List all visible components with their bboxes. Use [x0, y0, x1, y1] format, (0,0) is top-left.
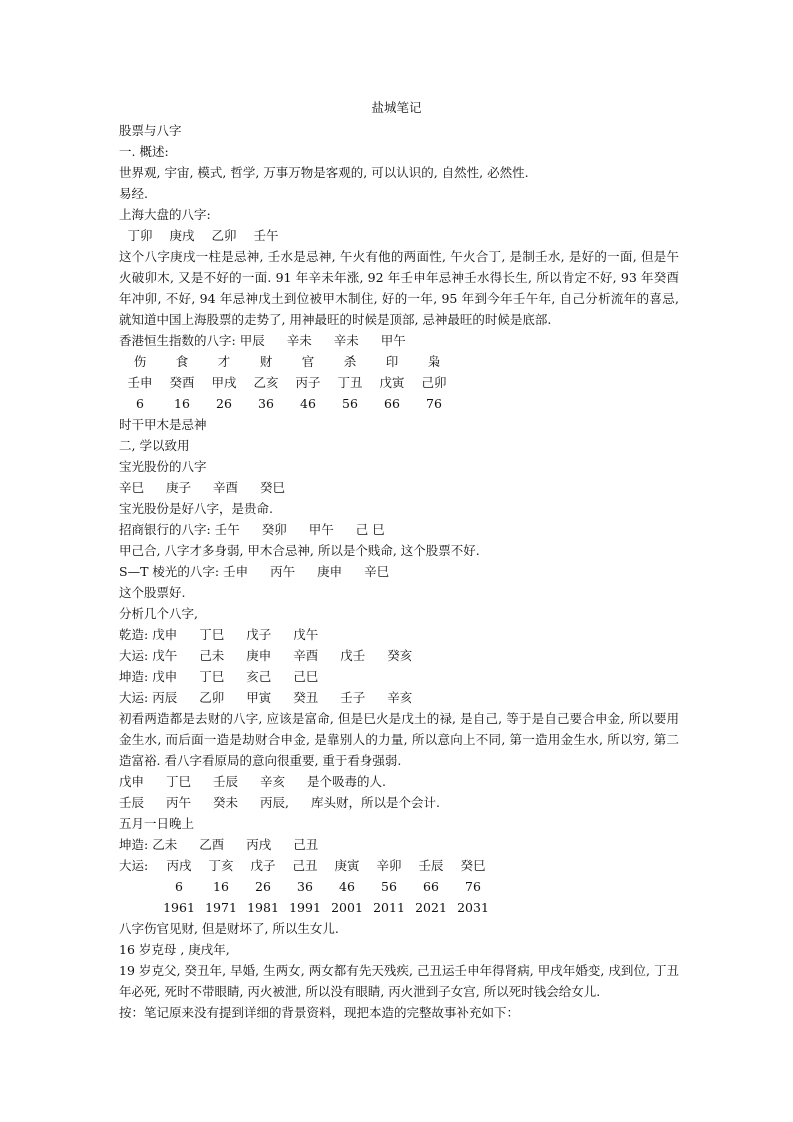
pillar: 壬午	[253, 228, 279, 243]
ten-god: 杀	[343, 354, 357, 369]
luck-pillar: 壬辰	[418, 858, 444, 873]
paragraph-case-details: 19 岁克父, 癸丑年, 早婚, 生两女, 两女都有先天残疾, 己丑运壬申年得肾病, 甲戌年婚变, 戌到位, 丁丑年必死, 死时不带眼睛, 丙火被泄, 所以没有眼睛, 丙火泄到子女宫, 所以死时钱会给女儿.	[119, 963, 679, 999]
text-line: 五月一日晚上	[119, 816, 195, 831]
pillar: 庚戌	[169, 228, 195, 243]
luck-pillar: 辛卯	[376, 858, 402, 873]
shanghai-pillars	[119, 225, 679, 246]
text-line: 甲己合, 八字才多身弱, 甲木合忌神, 所以是个贱命, 这个股票不好.	[119, 543, 480, 558]
age: 16	[174, 396, 190, 411]
year: 1991	[289, 900, 321, 915]
ten-god: 食	[175, 354, 189, 369]
year: 2001	[331, 900, 363, 915]
section-overview: 一. 概述:	[119, 144, 169, 159]
text-line: 上海大盘的八字:	[119, 207, 211, 222]
text-line: 世界观, 宇宙, 模式, 哲学, 万事万物是客观的, 可以认识的, 自然性, 必然性.	[119, 165, 529, 180]
kun2-ages-row	[119, 876, 679, 897]
text-line: 分析几个八字,	[119, 606, 198, 621]
zhaoshang-line: 招商银行的八字: 壬午 癸卯 甲午 己 巳	[119, 522, 385, 537]
age: 46	[300, 396, 316, 411]
hk-pillars-line: 香港恒生指数的八字: 甲辰 辛未 辛未 甲午	[119, 333, 406, 348]
ten-god: 印	[385, 354, 399, 369]
ten-god: 才	[217, 354, 231, 369]
luck-pillar: 壬申	[127, 375, 153, 390]
pillar: 乙卯	[211, 228, 237, 243]
hk-ages-row	[119, 393, 679, 414]
editor-note: 按：笔记原来没有提到详细的背景资料，现把本造的完整故事补充如下：	[119, 1005, 520, 1020]
luck-pillar: 戊子	[250, 858, 276, 873]
text-line: 这个股票好.	[119, 585, 186, 600]
page-title: 盐城笔记	[371, 100, 422, 115]
year: 2031	[457, 900, 489, 915]
luck-pillar: 戊寅	[379, 375, 405, 390]
ten-god: 财	[259, 354, 273, 369]
age: 16	[213, 879, 229, 894]
luck-pillar: 丁丑	[337, 375, 363, 390]
age: 6	[136, 396, 144, 411]
year: 2011	[373, 900, 405, 915]
age: 36	[297, 879, 313, 894]
luck-pillar: 乙亥	[253, 375, 279, 390]
luck-pillar: 甲戌	[211, 375, 237, 390]
luck-pillar: 癸酉	[169, 375, 195, 390]
text-line: 时干甲木是忌神	[119, 417, 207, 432]
year: 1961	[163, 900, 195, 915]
qian-line: 乾造: 戊申 丁巳 戊子 戊午	[119, 627, 319, 642]
kun-luck-line: 大运: 丙辰 乙卯 甲寅 癸丑 壬子 辛亥	[119, 690, 413, 705]
age: 36	[258, 396, 274, 411]
qian-luck-line: 大运: 戊午 己未 庚申 辛酉 戊壬 癸亥	[119, 648, 413, 663]
luck-pillar: 丙戌	[166, 858, 192, 873]
luck-pillar: 丙子	[295, 375, 321, 390]
kun2-line: 坤造: 乙未 乙酉 丙戌 己丑	[119, 837, 319, 852]
age: 66	[423, 879, 439, 894]
age: 76	[426, 396, 442, 411]
text-line: 八字伤官见财, 但是财坏了, 所以生女儿.	[119, 921, 339, 936]
age: 56	[381, 879, 397, 894]
age: 26	[216, 396, 232, 411]
luck-pillar: 庚寅	[334, 858, 360, 873]
ten-god: 官	[301, 354, 315, 369]
age: 66	[384, 396, 400, 411]
kun2-luck-row: 大运: 丙戌 丁亥 戊子 己丑 庚寅 辛卯 壬辰 癸巳	[119, 855, 679, 876]
paragraph-shanghai: 这个八字庚戌一柱是忌神, 壬水是忌神, 午火有他的两面性, 午火合丁, 是制壬水, 是好的一面, 但是午火破卯木, 又是不好的一面. 91 年辛未年涨, 92 年壬申年忌神壬水得长生, 所以肯定不好, 93 年癸酉年冲卯, 不好, 94 年忌神戊土到位被甲木制住, 好的一年, 95 年到今年壬午年, 自己分析流年的喜忌, 就知道中国上海股票的走势了, 用神最旺的时候是顶部, 忌神最旺的时候是底部.	[119, 249, 679, 327]
text-line: 16 岁克母 , 庚戌年,	[119, 942, 230, 957]
text-line: 宝光股份的八字	[119, 459, 207, 474]
hk-luck-row	[119, 372, 679, 393]
text-line: 宝光股份是好八字，是贵命.	[119, 501, 273, 516]
kun2-years-row	[119, 897, 679, 918]
ten-god: 伤	[133, 354, 147, 369]
st-line: S—T 棱光的八字: 壬申 丙午 庚申 辛巳	[119, 564, 390, 579]
age: 46	[339, 879, 355, 894]
heading-stocks-bazi: 股票与八字	[119, 123, 182, 138]
notes-body	[119, 120, 679, 1023]
year: 1971	[205, 900, 237, 915]
kun-line: 坤造: 戊申 丁巳 亥己 己巳	[119, 669, 319, 684]
accountant-case-line: 壬辰 丙午 癸未 丙辰, 库头财，所以是个会计.	[119, 795, 440, 810]
section-apply: 二, 学以致用	[119, 438, 190, 453]
age: 6	[175, 879, 183, 894]
luck-pillar: 己丑	[292, 858, 318, 873]
age: 26	[255, 879, 271, 894]
hk-ten-gods-row	[119, 351, 679, 372]
baoguang-pillars: 辛巳 庚子 辛酉 癸巳	[119, 480, 286, 495]
drug-case-line: 戊申 丁巳 壬辰 辛亥 是个吸毒的人.	[119, 774, 386, 789]
pillar: 丁卯	[127, 228, 153, 243]
age: 56	[342, 396, 358, 411]
paragraph-comparison: 初看两造都是去财的八字, 应该是富命, 但是巳火是戊土的禄, 是自己, 等于是自己要合申金, 所以要用金生水, 而后面一造是劫财合申金, 是靠别人的力量, 所以意向上不同, 第一造用金生水, 所以穷, 第二造富裕. 看八字看原局的意向很重要, 重于看身强弱.	[119, 711, 679, 768]
year: 2021	[415, 900, 447, 915]
ten-god: 枭	[427, 354, 441, 369]
text-line: 易经.	[119, 186, 148, 201]
age: 76	[465, 879, 481, 894]
luck-pillar: 己卯	[421, 375, 447, 390]
year: 1981	[247, 900, 279, 915]
luck-pillar: 丁亥	[208, 858, 234, 873]
luck-pillar: 癸巳	[460, 858, 486, 873]
